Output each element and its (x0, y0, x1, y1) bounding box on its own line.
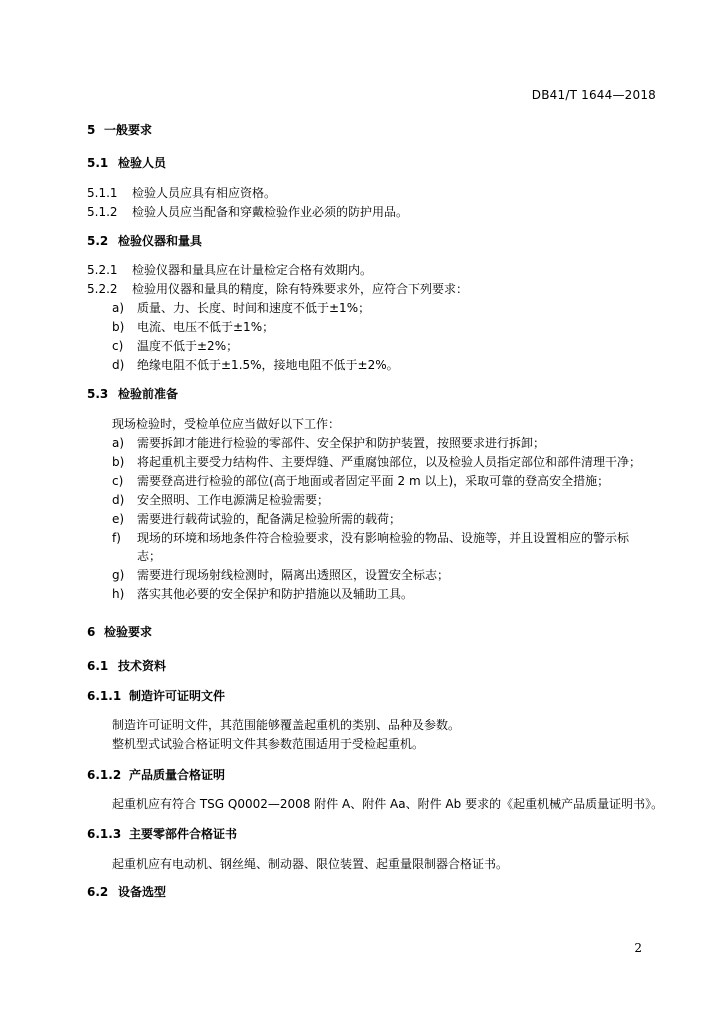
item-text: 制造许可证明文件 (129, 689, 226, 703)
item-number: d) (112, 493, 125, 507)
item-number: f) (112, 531, 121, 545)
item-text: 需要进行现场射线检测时，隔离出透照区，设置安全标志； (137, 568, 450, 582)
item-text: 一般要求 (104, 123, 153, 137)
standard-code-header: DB41/T 1644—2018 (531, 88, 656, 102)
item-text: 检验仪器和量具应在计量检定合格有效期内。 (132, 263, 373, 277)
item-text: 绝缘电阻不低于±1.5%，接地电阻不低于±2%。 (137, 358, 399, 372)
item-number: e) (112, 512, 125, 526)
item-number: d) (112, 358, 125, 372)
item-text: 落实其他必要的安全保护和防护措施以及辅助工具。 (137, 587, 414, 601)
item-number: 6.1 (87, 659, 109, 673)
item-number: 5.2.1 (87, 263, 118, 277)
item-text: 需要登高进行检验的部位(高于地面或者固定平面 2 m 以上)，采取可靠的登高安全措施； (137, 474, 610, 488)
item-text: 需要进行载荷试验的，配备满足检验所需的载荷； (137, 512, 402, 526)
page-number: 2 (634, 941, 642, 955)
item-number: 6 (87, 625, 96, 639)
item-number: a) (112, 436, 125, 450)
item-number: 6.1.1 (87, 689, 122, 703)
item-number: 5.3 (87, 387, 109, 401)
item-text: 检验人员应具有相应资格。 (132, 186, 277, 200)
item-text: 检验要求 (104, 625, 153, 639)
item-text: 起重机应有电动机、钢丝绳、制动器、限位装置、起重量限制器合格证书。 (112, 857, 509, 871)
item-text: 需要拆卸才能进行检验的零部件、安全保护和防护装置，按照要求进行拆卸； (137, 436, 546, 450)
item-number: c) (112, 339, 124, 353)
item-text: 产品质量合格证明 (129, 768, 226, 782)
item-number: h) (112, 587, 125, 601)
item-number: 6.2 (87, 885, 109, 899)
item-number: b) (112, 320, 125, 334)
item-number: 6.1.3 (87, 827, 122, 841)
item-text: 主要零部件合格证书 (129, 827, 238, 841)
item-number: g) (112, 568, 125, 582)
item-text: 检验仪器和量具 (118, 234, 203, 248)
item-number: 5 (87, 123, 96, 137)
item-number: 5.1.2 (87, 205, 118, 219)
item-number: 5.1 (87, 156, 109, 170)
item-text: 电流、电压不低于±1%； (137, 320, 275, 334)
item-number: 5.1.1 (87, 186, 118, 200)
item-text: 温度不低于±2%； (137, 339, 239, 353)
item-text: 现场的环境和场地条件符合检验要求，没有影响检验的物品、设施等，并且设置相应的警示标 (137, 531, 630, 545)
item-text: 技术资料 (118, 659, 167, 673)
item-text: 志； (137, 549, 162, 563)
item-number: b) (112, 455, 125, 469)
item-number: 6.1.2 (87, 768, 122, 782)
item-number: a) (112, 301, 125, 315)
item-number: 5.2 (87, 234, 109, 248)
item-text: 整机型式试验合格证明文件其参数范围适用于受检起重机。 (112, 737, 425, 751)
item-number: 5.2.2 (87, 282, 118, 296)
item-text: 安全照明、工作电源满足检验需要； (137, 493, 330, 507)
item-text: 将起重机主要受力结构件、主要焊缝、严重腐蚀部位，以及检验人员指定部位和部件清理干净； (137, 455, 642, 469)
item-text: 现场检验时，受检单位应当做好以下工作： (112, 417, 341, 431)
item-text: 起重机应有符合 TSG Q0002—2008 附件 A、附件 Aa、附件 Ab 要求的《起重机械产品质量证明书》。 (112, 797, 664, 811)
item-text: 质量、力、长度、时间和速度不低于±1%； (137, 301, 371, 315)
item-text: 检验前准备 (118, 387, 179, 401)
item-text: 检验用仪器和量具的精度，除有特殊要求外，应符合下列要求： (132, 282, 469, 296)
item-number: c) (112, 474, 124, 488)
item-text: 制造许可证明文件，其范围能够覆盖起重机的类别、品种及参数。 (112, 718, 461, 732)
item-text: 检验人员应当配备和穿戴检验作业必须的防护用品。 (132, 205, 409, 219)
item-text: 检验人员 (118, 156, 167, 170)
item-text: 设备选型 (118, 885, 167, 899)
